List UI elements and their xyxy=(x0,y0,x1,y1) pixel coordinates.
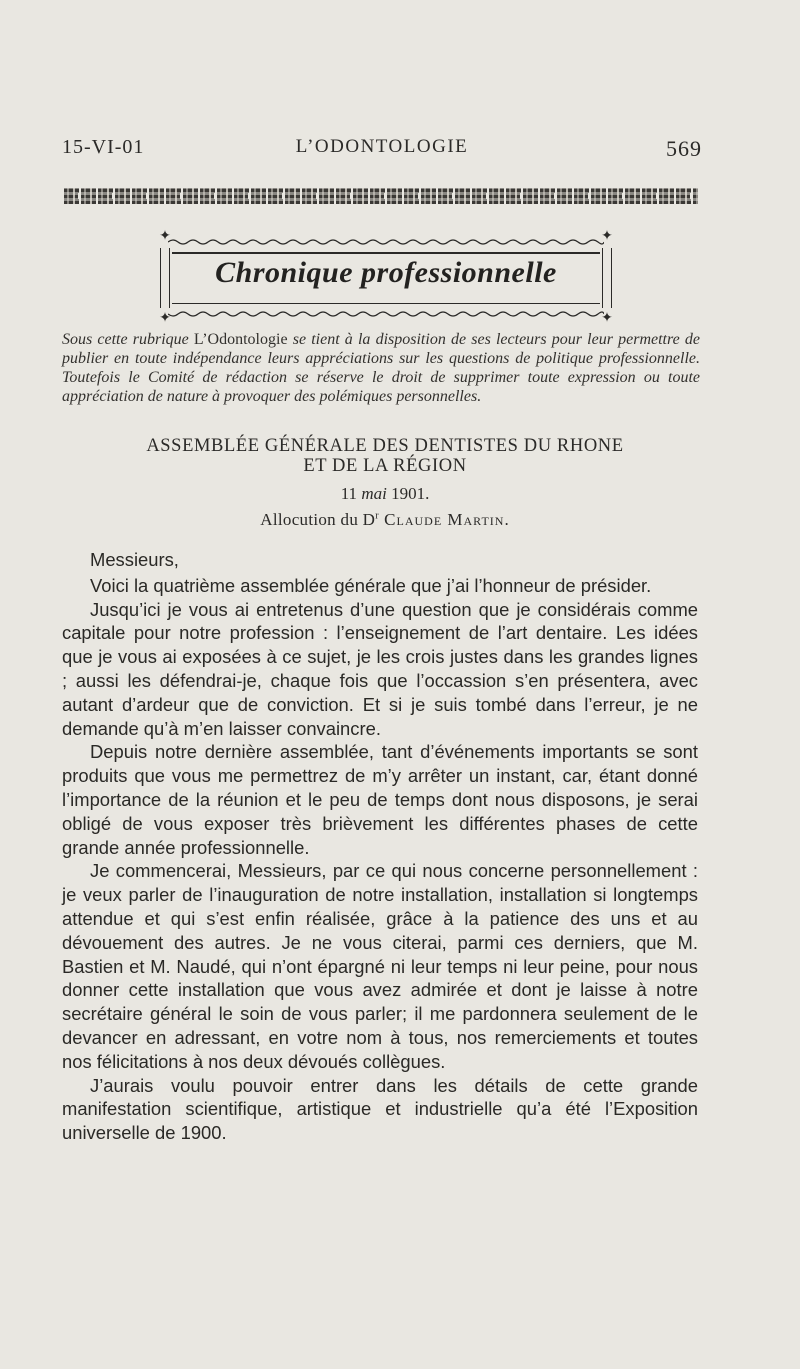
article-date xyxy=(80,484,690,504)
corner-ornament-icon: ✦ xyxy=(159,229,171,244)
rubric-intro xyxy=(62,330,700,406)
corner-ornament-icon: ✦ xyxy=(601,311,613,326)
wavy-border-top xyxy=(168,238,604,246)
salutation: Messieurs, xyxy=(90,549,179,570)
ornamental-band xyxy=(64,188,698,204)
journal-title: L’ODONTOLOGIE xyxy=(295,136,469,157)
section-title-frame xyxy=(158,230,614,326)
wavy-border-bottom xyxy=(168,310,604,318)
corner-ornament-icon: ✦ xyxy=(159,311,171,326)
frame-rule-bottom xyxy=(172,303,600,305)
allocution-title-sup: r xyxy=(375,510,379,522)
allocution-prefix: Allocution du D xyxy=(260,510,376,529)
allocution-line xyxy=(80,510,690,530)
heading-line-2: ET DE LA RÉGION xyxy=(303,456,467,476)
date-month: mai xyxy=(361,484,387,503)
author-name: Claude Martin. xyxy=(378,510,510,529)
intro-journal-name: L’Odontologie xyxy=(193,331,288,348)
date-year: 1901. xyxy=(386,484,430,503)
paragraph: Voici la quatrième assemblée générale que j’ai l’honneur de présider. xyxy=(90,574,652,596)
running-header xyxy=(62,136,702,166)
section-title: Chronique professionnelle xyxy=(215,256,557,289)
paragraph: Depuis notre dernière assemblée, tant d’événements importants se sont produits que vous me permettrez de m’y arrêter un instant, car, étant donné l’importance de la réunion et le peu de temps dont nous disposons, je serai obligé de vous exposer très brièvement les différentes phases de cette grande année professionnelle. xyxy=(62,741,698,858)
intro-text-start: Sous cette rubrique xyxy=(62,331,194,348)
paragraph: Je commencerai, Messieurs, par ce qui nous concerne personnellement : je veux parler de l’inauguration de notre installation, installation si longtemps attendue et qui s’est enfin réalisée, grâce à la patience des uns et au dévouement des autres. Je ne vous citerai, parmi ces derniers, que M. Bastien et M. Naudé, qui n’ont épargné ni leur temps ni leur peine, pour nous donner cette installation que vous avez admirée et dont je laisse à notre secrétaire général le soin de vous parler; il me pardonnera seulement de le devancer en adressant, en votre nom à tous, nos remerciements et toutes nos félicitations à nos deux dévoués collègues. xyxy=(62,860,698,1072)
issue-date: 15-VI-01 xyxy=(62,136,145,158)
date-day: 11 xyxy=(340,484,362,503)
heading-line-1: ASSEMBLÉE GÉNÉRALE DES DENTISTES DU RHONE xyxy=(146,436,624,456)
paragraph: Jusqu’ici je vous ai entretenus d’une question que je considérais comme capitale pour notre profession : l’enseignement de l’art dentaire. Les idées que je vous ai exposées à ce sujet, je les crois justes dans les grandes lignes ; aussi les défendrai-je, chaque fois que l’occassion s’en présentera, avec autant d’ardeur que de conviction. Et si je suis tombé dans l’erreur, je ne demande qu’à m’en laisser convaincre. xyxy=(62,598,698,739)
article-body xyxy=(62,540,698,1145)
paragraph: J’aurais voulu pouvoir entrer dans les détails de cette grande manifestation scientifique, artistique et industrielle qu’a été l’Exposition universelle de 1900. xyxy=(62,1074,698,1144)
page-number: 569 xyxy=(666,136,702,161)
article-heading xyxy=(80,436,690,476)
corner-ornament-icon: ✦ xyxy=(601,229,613,244)
intro-text-end: se tient à la disposition de ses lecteurs pour leur permettre de publier en toute indépendance leurs appréciations sur les questions de politique professionnelle. Toutefois le Comité de rédaction se réserve le droit de supprimer toute expression ou toute appréciation de nature à provoquer des polémiques personnelles. xyxy=(62,331,700,405)
frame-rule-top xyxy=(172,252,600,254)
